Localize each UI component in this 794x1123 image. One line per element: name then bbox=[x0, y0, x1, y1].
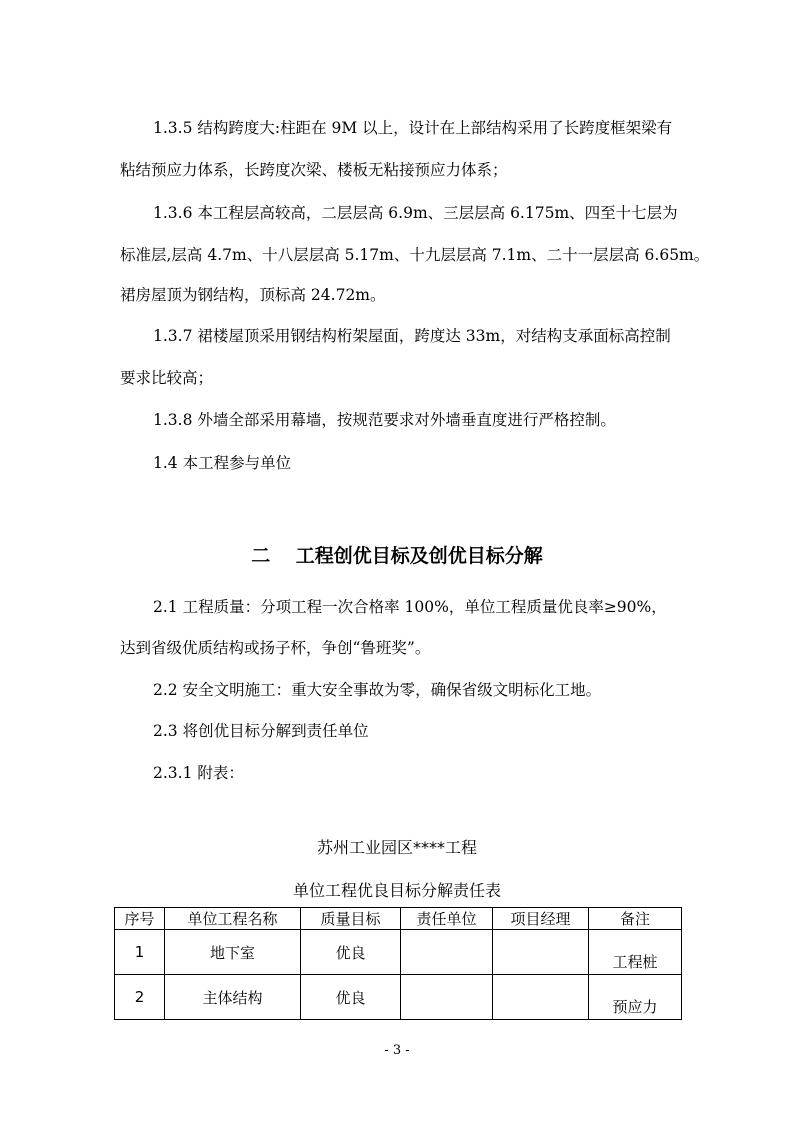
header-unit-name: 单位工程名称 bbox=[165, 908, 301, 930]
table-row bbox=[115, 930, 682, 975]
paragraph-1-3-6-cont2: 裙房屋顶为钢结构，顶标高 24.72m。 bbox=[120, 286, 386, 304]
table-title-project: 苏州工业园区****工程 bbox=[316, 838, 477, 857]
paragraph-1-3-5-cont: 粘结预应力体系，长跨度次梁、楼板无粘接预应力体系； bbox=[120, 161, 508, 179]
paragraph-2-2: 2.2 安全文明施工：重大安全事故为零，确保省级文明标化工地。 bbox=[153, 681, 602, 699]
paragraph-1-3-6-cont: 标准层,层高 4.7m、十八层层高 5.17m、十九层层高 7.1m、二十一层层高 6.65m。 bbox=[120, 246, 710, 264]
paragraph-2-1: 2.1 工程质量：分项工程一次合格率 100%，单位工程质量优良率≥90%， bbox=[153, 598, 667, 616]
paragraph-1-3-7-cont: 要求比较高； bbox=[120, 369, 214, 387]
paragraph-1-3-7: 1.3.7 裙楼屋顶采用钢结构桁架屋面，跨度达 33m，对结构支承面标高控制 bbox=[153, 327, 671, 345]
responsibility-table bbox=[114, 907, 682, 1020]
cell-project-manager bbox=[493, 975, 589, 1020]
paragraph-2-3: 2.3 将创优目标分解到责任单位 bbox=[153, 722, 369, 740]
paragraph-2-3-1: 2.3.1 附表： bbox=[153, 764, 244, 782]
cell-remarks: 预应力 bbox=[589, 975, 682, 1020]
paragraph-1-3-5: 1.3.5 结构跨度大:柱距在 9M 以上，设计在上部结构采用了长跨度框架梁有 bbox=[153, 119, 673, 137]
header-quality-target: 质量目标 bbox=[301, 908, 401, 930]
table-row bbox=[115, 975, 682, 1020]
paragraph-1-4: 1.4 本工程参与单位 bbox=[153, 454, 292, 472]
cell-remarks: 工程桩 bbox=[589, 930, 682, 975]
cell-unit-name: 地下室 bbox=[165, 930, 301, 975]
table-title-responsibility: 单位工程优良目标分解责任表 bbox=[292, 881, 501, 900]
cell-index: 1 bbox=[115, 930, 165, 975]
header-remarks: 备注 bbox=[589, 908, 682, 930]
cell-responsible-unit bbox=[401, 975, 493, 1020]
cell-unit-name: 主体结构 bbox=[165, 975, 301, 1020]
header-project-manager: 项目经理 bbox=[493, 908, 589, 930]
paragraph-1-3-8: 1.3.8 外墙全部采用幕墙，按规范要求对外墙垂直度进行严格控制。 bbox=[153, 411, 616, 429]
cell-index: 2 bbox=[115, 975, 165, 1020]
cell-project-manager bbox=[493, 930, 589, 975]
header-index: 序号 bbox=[115, 908, 165, 930]
paragraph-1-3-6: 1.3.6 本工程层高较高，二层层高 6.9m、三层层高 6.175m、四至十七层为 bbox=[153, 204, 678, 222]
paragraph-2-1-cont: 达到省级优质结构或扬子杯，争创“鲁班奖”。 bbox=[120, 639, 431, 657]
section-heading: 二 工程创优目标及创优目标分解 bbox=[251, 545, 543, 567]
header-responsible-unit: 责任单位 bbox=[401, 908, 493, 930]
table-header-row bbox=[115, 908, 682, 930]
page-number: - 3 - bbox=[384, 1043, 410, 1058]
cell-quality-target: 优良 bbox=[301, 930, 401, 975]
cell-quality-target: 优良 bbox=[301, 975, 401, 1020]
cell-responsible-unit bbox=[401, 930, 493, 975]
